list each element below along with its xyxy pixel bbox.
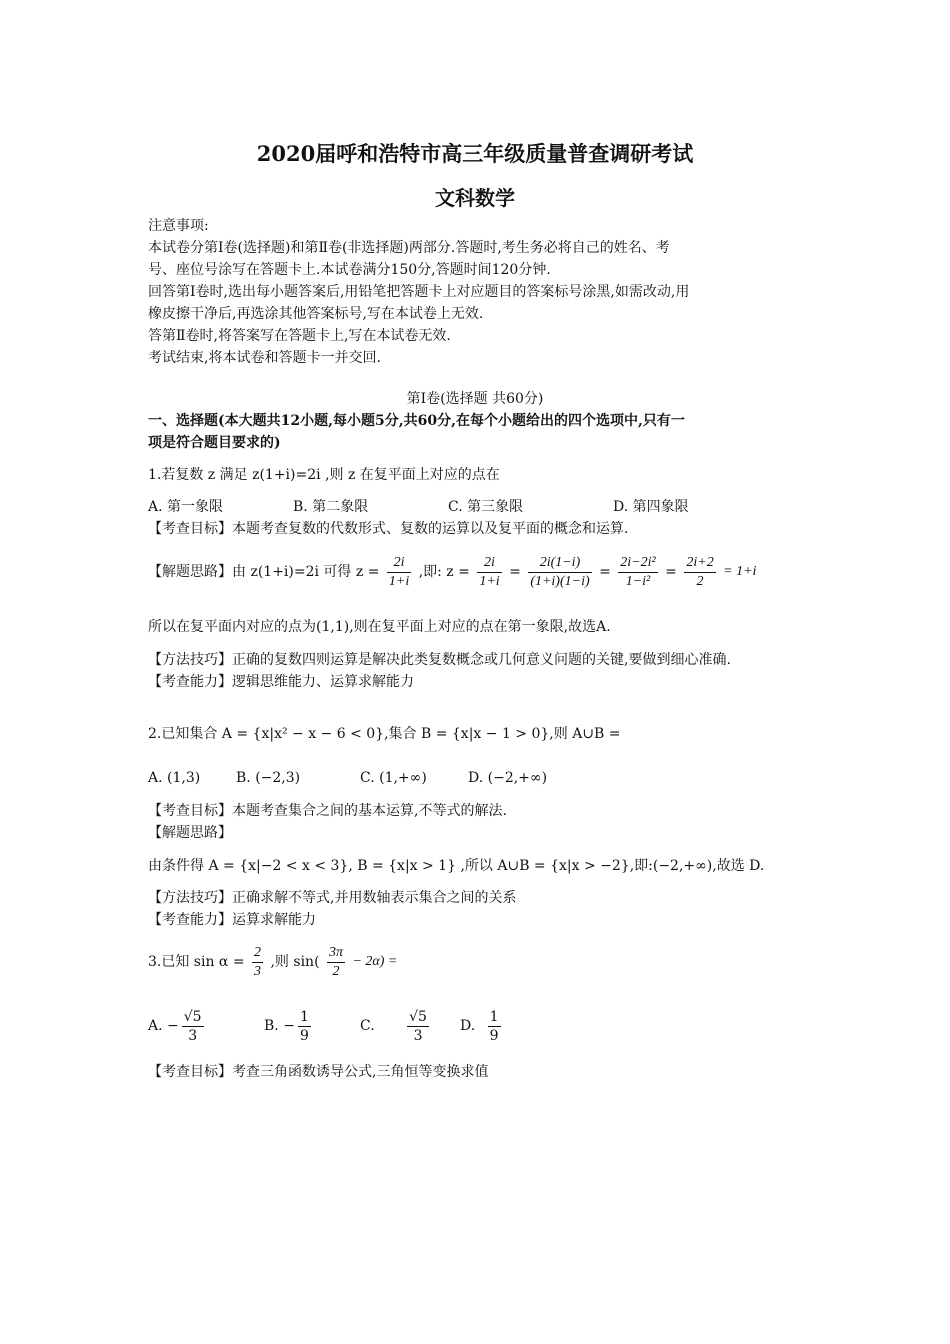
question-2-method: 【方法技巧】正确求解不等式,并用数轴表示集合之间的关系 <box>148 890 517 906</box>
option-a: A. − $\frac{√5}{3}$ <box>148 1008 202 1044</box>
exam-subtitle: 文科数学 <box>435 186 515 210</box>
fraction: $\frac{2i+2}{2}$ <box>686 554 714 589</box>
option-d: D. $\frac{1}{9}$ <box>460 1008 499 1044</box>
fraction: $\frac{2i}{1+i}$ <box>479 554 500 589</box>
notice-line: 答第Ⅱ卷时,将答案写在答题卡上,写在本试卷无效. <box>148 328 451 344</box>
fraction: $\frac{2i(1-i)}{(1+i)(1-i)}$ <box>530 554 590 589</box>
fraction: $\frac{3\pi}{2}$ <box>328 944 343 979</box>
section-heading: 一、选择题(本大题共12小题,每小题5分,共60分,在每个小题给出的四个选项中,只有一 <box>148 413 685 429</box>
notice-line: 回答第Ⅰ卷时,选出每小题答案后,用铅笔把答题卡上对应题目的答案标号涂黑,如需改动,用 <box>148 284 690 300</box>
question-2-ability: 【考查能力】运算求解能力 <box>148 912 316 928</box>
exam-title: 2020届呼和浩特市高三年级质量普查调研考试 <box>256 141 694 166</box>
fraction: $\frac{2}{3}$ <box>254 944 262 979</box>
option-b: B. − $\frac{1}{9}$ <box>264 1008 309 1044</box>
question-3-stem: 3.已知 sin α = $\frac{2}{3}$ ,则 sin( $\frac{3\pi}{2}$ − 2α) = <box>148 944 398 979</box>
question-2-derivation: 由条件得 A = {x|−2 < x < 3}, B = {x|x > 1} ,所以 A∪B = {x|x > −2},即:(−2,+∞),故选 D. <box>148 858 765 874</box>
option-a: A. 第一象限 <box>148 499 224 515</box>
question-1-options <box>148 497 848 517</box>
question-2-idea: 【解题思路】 <box>148 825 232 841</box>
option-b: B. (−2,3) <box>236 770 301 786</box>
part1-heading: 第Ⅰ卷(选择题 共60分) <box>406 391 544 407</box>
option-d: D. 第四象限 <box>613 499 689 515</box>
question-1-solution: 【解题思路】由 z(1+i)=2i 可得 z = $\frac{2i}{1+i}$ ,即: z = $\frac{2i}{1+i}$ = $\frac{2i(1-i)}{(1+i)(1-i)}$ = $\frac{\text{2i−2i²}}{\text{1−i²}}$ = $\frac{2i+2}{2}$ = 1+i <box>148 554 757 589</box>
question-1-goal: 【考查目标】本题考查复数的代数形式、复数的运算以及复平面的概念和运算. <box>148 521 629 537</box>
option-c: C. $\frac{√5}{3}$ <box>360 1008 427 1044</box>
section-heading: 项是符合题目要求的) <box>148 435 281 451</box>
option-d: D. (−2,+∞) <box>468 770 548 786</box>
question-2-goal: 【考查目标】本题考查集合之间的基本运算,不等式的解法. <box>148 803 507 819</box>
notice-line: 本试卷分第Ⅰ卷(选择题)和第Ⅱ卷(非选择题)两部分.答题时,考生务必将自己的姓名、考 <box>148 240 670 256</box>
notice-line: 考试结束,将本试卷和答题卡一并交回. <box>148 350 381 366</box>
question-1-conclusion: 所以在复平面内对应的点为(1,1),则在复平面上对应的点在第一象限,故选A. <box>148 619 611 635</box>
notice-heading: 注意事项: <box>148 218 209 234</box>
question-3-options <box>148 1006 848 1046</box>
fraction: $\frac{2i}{1+i}$ <box>388 554 410 589</box>
option-c: C. (1,+∞) <box>360 770 427 786</box>
notice-line: 号、座位号涂写在答题卡上.本试卷满分150分,答题时间120分钟. <box>148 262 551 278</box>
option-a: A. (1,3) <box>148 770 201 786</box>
notice-line: 橡皮擦干净后,再选涂其他答案标号,写在本试卷上无效. <box>148 306 484 322</box>
question-2-stem: 2.已知集合 A = {x|x² − x − 6 < 0},集合 B = {x|x − 1 > 0},则 A∪B = <box>148 726 621 742</box>
question-1-ability: 【考查能力】逻辑思维能力、运算求解能力 <box>148 674 414 690</box>
question-1-stem: 1.若复数 z 满足 z(1+i)=2i ,则 z 在复平面上对应的点在 <box>148 467 500 483</box>
question-2-options <box>148 768 848 788</box>
question-1-method: 【方法技巧】正确的复数四则运算是解决此类复数概念或几何意义问题的关键,要做到细心准确. <box>148 652 731 668</box>
fraction: $\frac{\text{2i−2i²}}{\text{1−i²}}$ <box>620 554 656 589</box>
option-b: B. 第二象限 <box>293 499 369 515</box>
question-3-goal: 【考查目标】考查三角函数诱导公式,三角恒等变换求值 <box>148 1064 489 1080</box>
option-c: C. 第三象限 <box>448 499 524 515</box>
